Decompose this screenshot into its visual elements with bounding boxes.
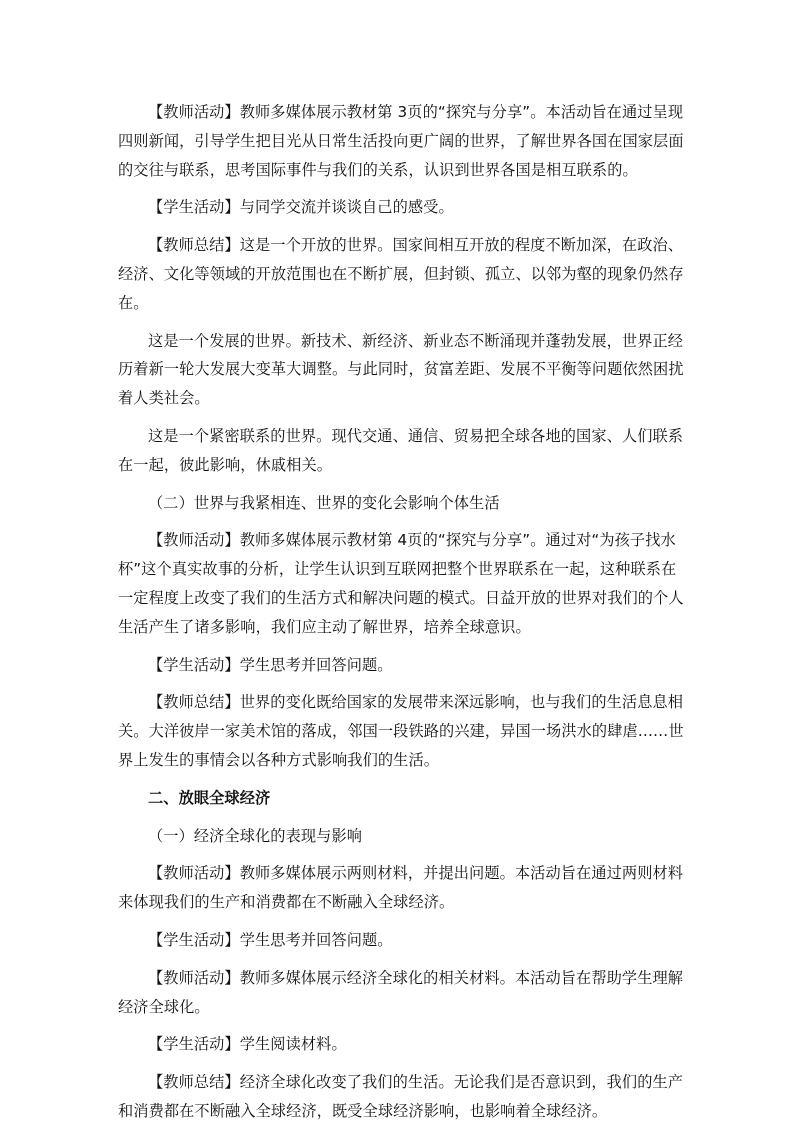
paragraph-teacher-activity-1: 【教师活动】教师多媒体展示教材第 3页的“探究与分享”。本活动旨在通过呈现四则新闻，引导学生把目光从日常生活投向更广阔的世界，了解世界各国在国家层面的交往与联系，思考国际事件与我们的关系，认识到世界各国是相互联系的。	[118, 103, 684, 179]
subheading-world-and-me: （二）世界与我紧相连、世界的变化会影响个体生活	[148, 493, 500, 512]
paragraph-student-activity-2: 【学生活动】学生思考并回答问题。	[148, 655, 393, 674]
paragraph-teacher-summary-3: 【教师总结】经济全球化改变了我们的生活。无论我们是否意识到，我们的生产和消费都在不断融入全球经济，既受全球经济影响，也影响着全球经济。	[118, 1073, 684, 1120]
paragraph-student-activity-3: 【学生活动】学生思考并回答问题。	[148, 930, 393, 949]
paragraph-teacher-activity-4: 【教师活动】教师多媒体展示经济全球化的相关材料。本活动旨在帮助学生理解经济全球化。	[118, 968, 684, 1016]
paragraph-student-activity-1: 【学生活动】与同学交流并谈谈自己的感受。	[148, 198, 454, 217]
paragraph-developing-world: 这是一个发展的世界。新技术、新经济、新业态不断涌现并蓬勃发展，世界正经历着新一轮大发展大变革大调整。与此同时，贫富差距、发展不平衡等问题依然困扰着人类社会。	[118, 331, 684, 408]
paragraph-teacher-activity-3: 【教师活动】教师多媒体展示两则材料，并提出问题。本活动旨在通过两则材料来体现我们的生产和消费都在不断融入全球经济。	[118, 864, 684, 912]
paragraph-teacher-summary-2: 【教师总结】世界的变化既给国家的发展带来深远影响，也与我们的生活息息相关。大洋彼岸一家美术馆的落成，邻国一段铁路的兴建，异国一场洪水的肆虐……世界上发生的事情会以各种方式影响我们的生活。	[118, 693, 684, 769]
section-heading-global-economy: 二、放眼全球经济	[148, 788, 271, 807]
paragraph-connected-world: 这是一个紧密联系的世界。现代交通、通信、贸易把全球各地的国家、人们联系在一起，彼此影响，休戚相关。	[118, 426, 684, 474]
document-body	[118, 98, 686, 1135]
paragraph-teacher-summary-1: 【教师总结】这是一个开放的世界。国家间相互开放的程度不断加深，在政治、经济、文化等领域的开放范围也在不断扩展，但封锁、孤立、以邻为壑的现象仍然存在。	[118, 236, 684, 312]
paragraph-teacher-activity-2: 【教师活动】教师多媒体展示教材第 4页的“探究与分享”。通过对“为孩子找水杯”这个真实故事的分析，让学生认识到互联网把整个世界联系在一起，这种联系在一定程度上改变了我们的生活方式和解决问题的模式。日益开放的世界对我们的个人生活产生了诸多影响，我们应主动了解世界，培养全球意识。	[118, 531, 684, 636]
subheading-economic-globalization: （一）经济全球化的表现与影响	[148, 826, 363, 845]
paragraph-student-activity-4: 【学生活动】学生阅读材料。	[148, 1035, 347, 1054]
